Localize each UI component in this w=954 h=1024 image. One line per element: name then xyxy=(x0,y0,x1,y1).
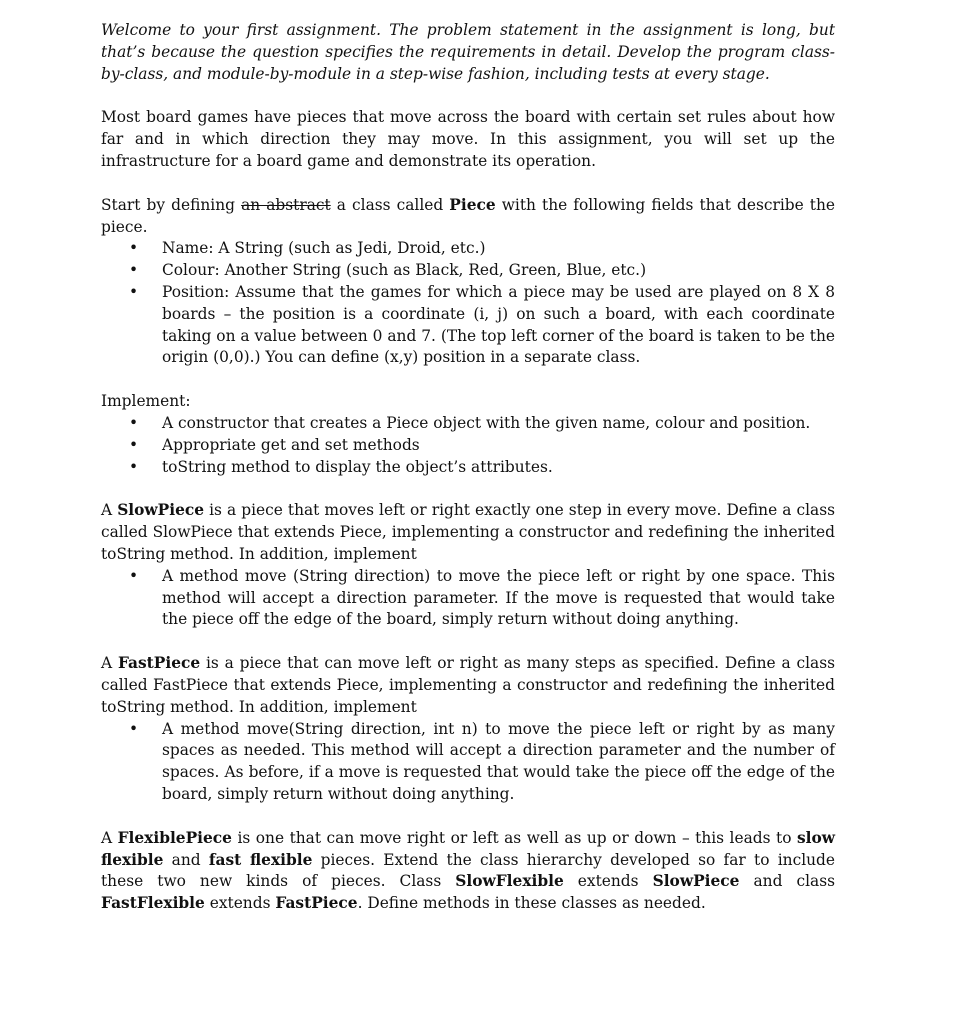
list-item xyxy=(101,413,835,435)
piece-intro-lead: Start by defining xyxy=(101,195,242,214)
list-item xyxy=(101,566,835,631)
list-item xyxy=(101,282,835,369)
bullet-icon: • xyxy=(129,282,139,301)
fastpiece-text: is a piece that can move left or right as many steps as specified. Define a class called FastPiece that extends Piece, implementing a constructor and redefining the inherited toString method. In addition, implement xyxy=(101,654,835,716)
list-item xyxy=(101,238,835,260)
slowpiece-lead: A xyxy=(101,501,118,520)
piece-intro-tail: with the following fields that describe the piece. xyxy=(101,195,835,236)
bullet-icon: • xyxy=(129,435,139,454)
bullet-icon: • xyxy=(129,239,139,258)
fastpiece-paragraph xyxy=(101,653,835,718)
intro-paragraph: Welcome to your first assignment. The problem statement in the assignment is long, but that’s because the question specifies the requirements in detail. Develop the program class-by-class, and module-by-module in a step-wise fashion, including tests at every stage. xyxy=(101,21,835,83)
flexible-text-1: is one that can move right or left as well as up or down – this leads to xyxy=(231,828,797,847)
flexible-bold-3: SlowFlexible xyxy=(455,872,564,891)
fastpiece-list xyxy=(101,719,835,806)
list-item-text: Name: A String (such as Jedi, Droid, etc.) xyxy=(162,239,486,258)
list-item-text: A constructor that creates a Piece object with the given name, colour and position. xyxy=(162,413,811,432)
flexible-lead: A xyxy=(101,828,118,847)
list-item xyxy=(101,719,835,806)
bullet-icon: • xyxy=(129,719,139,738)
list-item xyxy=(101,435,835,457)
flexiblepiece-paragraph xyxy=(101,828,835,915)
list-item-text: Appropriate get and set methods xyxy=(162,435,420,454)
flexible-text-6: extends xyxy=(204,894,276,913)
slowpiece-list xyxy=(101,566,835,631)
slowpiece-class-name: SlowPiece xyxy=(117,501,205,520)
implement-list xyxy=(101,413,835,478)
flexible-bold-5: FastFlexible xyxy=(101,894,205,913)
implement-heading: Implement: xyxy=(101,392,191,411)
piece-fields-list xyxy=(101,238,835,369)
flexible-text-5: and class xyxy=(739,872,835,891)
overview-paragraph: Most board games have pieces that move across the board with certain set rules about how far and in which direction they may move. In this assignment, you will set up the infrastructure for a board game and demonstrate its operation. xyxy=(101,108,835,170)
list-item-text: Colour: Another String (such as Black, Red, Green, Blue, etc.) xyxy=(162,261,647,280)
flexible-text-2: and xyxy=(163,850,209,869)
flexible-bold-4: SlowPiece xyxy=(652,872,740,891)
flexible-text-7: . Define methods in these classes as needed. xyxy=(357,894,706,913)
bullet-icon: • xyxy=(129,457,139,476)
flexible-text-4: extends xyxy=(563,872,653,891)
flexible-bold-1: slow flexible xyxy=(101,828,835,869)
bullet-icon: • xyxy=(129,413,139,432)
flexible-bold-6: FastPiece xyxy=(275,894,358,913)
bullet-icon: • xyxy=(129,566,139,585)
bullet-icon: • xyxy=(129,261,139,280)
list-item-text: A method move(String direction, int n) to move the piece left or right by as many spaces as needed. This method will accept a direction parameter and the number of spaces. As before, if a move is requested that would take the piece off the edge of the board, simply return without doing anything. xyxy=(162,719,835,803)
flexiblepiece-class-name: FlexiblePiece xyxy=(117,828,232,847)
piece-class-name: Piece xyxy=(449,195,496,214)
flexible-text-3: pieces. Extend the class hierarchy developed so far to include these two new kinds of pieces. Class xyxy=(101,850,835,891)
flexible-bold-2: fast flexible xyxy=(208,850,313,869)
piece-intro-mid: a class called xyxy=(330,195,450,214)
fastpiece-class-name: FastPiece xyxy=(117,654,201,673)
piece-intro-paragraph xyxy=(101,195,835,239)
list-item xyxy=(101,457,835,479)
slowpiece-text: is a piece that moves left or right exactly one step in every move. Define a class called SlowPiece that extends Piece, implementing a constructor and redefining the inherited toString method. In addition, implement xyxy=(101,501,835,563)
struck-text: an abstract xyxy=(241,195,331,214)
list-item xyxy=(101,260,835,282)
slowpiece-paragraph xyxy=(101,500,835,565)
list-item-text: A method move (String direction) to move the piece left or right by one space. This method will accept a direction parameter. If the move is requested that would take the piece off the edge of the board, simply return without doing anything. xyxy=(162,566,835,629)
assignment-document xyxy=(101,20,835,937)
fastpiece-lead: A xyxy=(101,654,118,673)
list-item-text: Position: Assume that the games for which a piece may be used are played on 8 X 8 boards – the position is a coordinate (i, j) on such a board, with each coordinate taking on a value between 0 and 7. (The top left corner of the board is taken to be the origin (0,0).) You can define (x,y) position in a separate class. xyxy=(162,282,835,367)
list-item-text: toString method to display the object’s attributes. xyxy=(162,457,553,476)
